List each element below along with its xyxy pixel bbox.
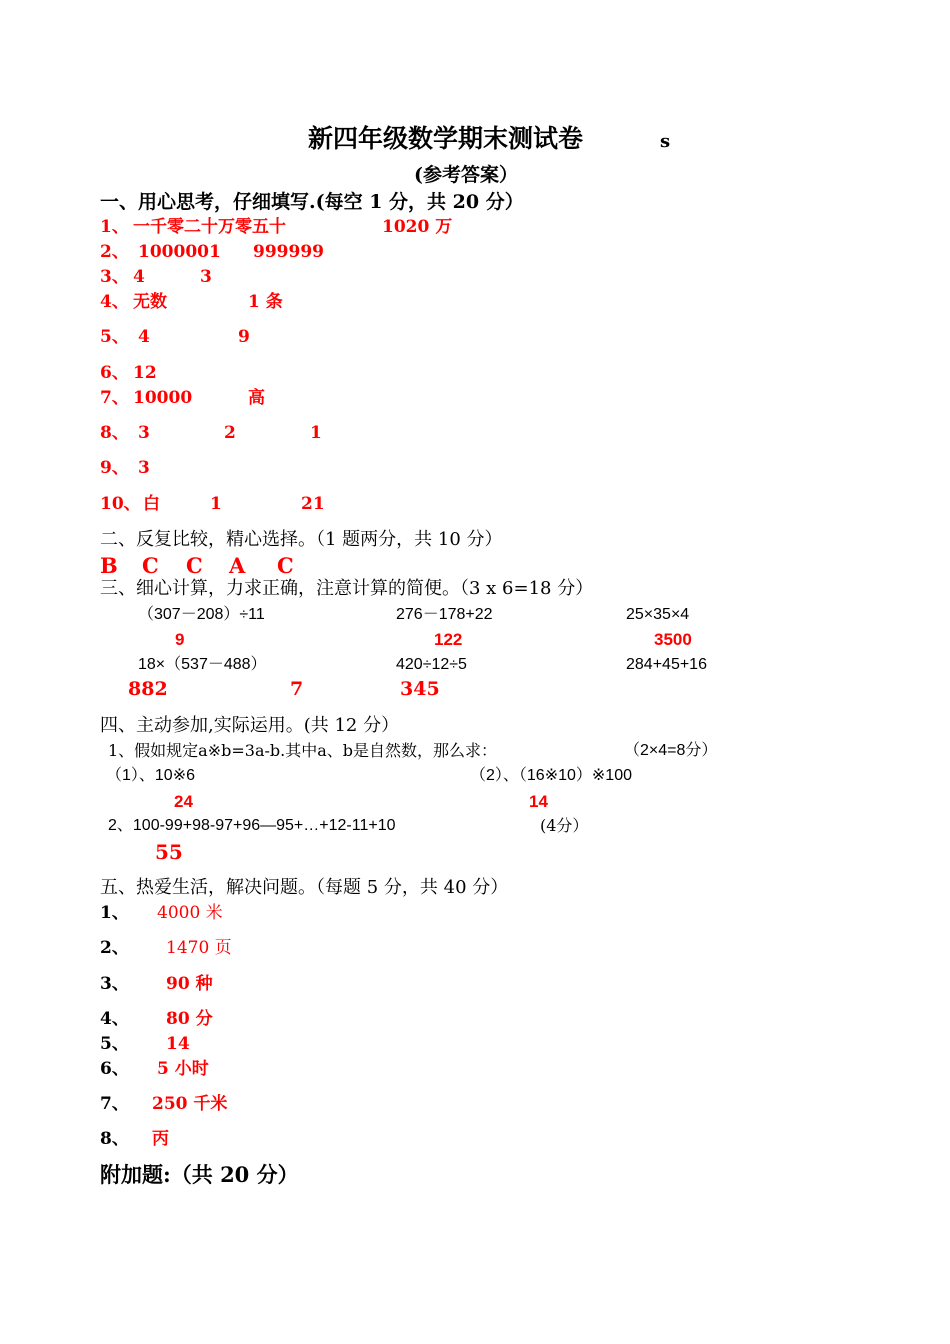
s1-answer: 3: [200, 267, 212, 287]
s1-answer: 3: [138, 458, 150, 478]
s5-item-number: 2、: [100, 938, 129, 958]
section-5-heading: 五、热爱生活，解决问题。（每题 5 分，共 40 分）: [100, 877, 509, 898]
section-4-heading: 四、主动参加,实际运用。(共 12 分）: [100, 715, 400, 736]
calc-problem: 25×35×4: [626, 606, 690, 623]
s5-item-number: 3、: [100, 974, 129, 994]
s1-answer: 一千零二十万零五十: [133, 217, 286, 237]
section-3-heading: 三、细心计算，力求正确，注意计算的简便。（3 x 6=18 分）: [100, 578, 594, 599]
calc-answer: 3500: [654, 630, 692, 649]
s1-answer: 1: [310, 423, 322, 443]
s5-answer: 丙: [152, 1129, 169, 1149]
s1-item-number: 1、: [100, 217, 129, 237]
s1-item-number: 6、: [100, 363, 129, 383]
title-suffix: s: [660, 131, 671, 152]
section-1-heading: 一、用心思考，仔细填写.(每空 1 分，共 20 分）: [100, 191, 524, 213]
calc-answer: 345: [400, 678, 440, 700]
s4-question-1-score: （2×4=8分）: [624, 742, 718, 759]
s5-item-number: 8、: [100, 1129, 129, 1149]
s4-q1-part: （2）、（16※10）※100: [470, 767, 633, 784]
s5-item-number: 7、: [100, 1094, 129, 1114]
page-subtitle: (参考答案）: [414, 164, 518, 186]
s4-q1-answer: 14: [529, 792, 548, 811]
s1-item-number: 2、: [100, 242, 129, 262]
s1-answer: 12: [133, 363, 157, 383]
s1-answer: 10000: [133, 388, 193, 408]
calc-problem: 284+45+16: [626, 656, 707, 673]
s1-answer: 1000001: [138, 242, 221, 262]
s1-answer: 3: [138, 423, 150, 443]
s1-answer: 白: [143, 494, 160, 514]
s4-question-1: 1、假如规定a※b=3a-b.其中a、b是自然数，那么求：: [108, 741, 498, 760]
calc-answer: 9: [175, 630, 185, 649]
s1-answer: 4: [138, 327, 150, 347]
calc-answer: 7: [290, 678, 304, 700]
s1-answer: 高: [248, 388, 265, 408]
calc-answer: 882: [128, 678, 168, 700]
s4-question-2: 2、100-99+98-97+96—95+…+12-11+10: [108, 817, 396, 834]
s1-answer: 2: [224, 423, 236, 443]
s1-answer: 21: [301, 494, 325, 514]
calc-problem: 18×（537－488）: [138, 656, 267, 673]
s1-item-number: 5、: [100, 327, 129, 347]
choice-answer: A: [229, 553, 246, 578]
s1-item-number: 3、: [100, 267, 129, 287]
choice-answer: C: [142, 553, 159, 578]
s1-answer: 无数: [133, 292, 167, 312]
section-2-heading: 二、反复比较，精心选择。（1 题两分，共 10 分）: [100, 529, 503, 550]
calc-problem: 420÷12÷5: [396, 656, 467, 673]
s5-item-number: 4、: [100, 1009, 129, 1029]
s1-item-number: 10、: [100, 494, 141, 514]
s5-answer: 250 千米: [152, 1094, 228, 1114]
calc-problem: （307－208）÷11: [138, 606, 265, 623]
s5-answer: 4000 米: [157, 903, 223, 923]
s1-answer: 1020 万: [382, 217, 453, 237]
s1-answer: 1 条: [248, 292, 283, 312]
s5-answer: 80 分: [166, 1009, 213, 1029]
s1-item-number: 9、: [100, 458, 129, 478]
s4-question-2-score: (4分）: [540, 816, 589, 835]
s1-answer: 9: [238, 327, 250, 347]
choice-answer: C: [277, 553, 294, 578]
s5-item-number: 5、: [100, 1034, 129, 1054]
s5-answer: 90 种: [166, 974, 213, 994]
s5-item-number: 1、: [100, 903, 129, 923]
s1-item-number: 7、: [100, 388, 129, 408]
s1-answer: 4: [133, 267, 145, 287]
s4-q1-part: （1）、10※6: [106, 767, 196, 784]
calc-problem: 276－178+22: [396, 606, 493, 623]
choice-answer: C: [186, 553, 203, 578]
s1-answer: 1: [210, 494, 222, 514]
calc-answer: 122: [434, 630, 463, 649]
s5-item-number: 6、: [100, 1059, 129, 1079]
s5-answer: 14: [166, 1034, 190, 1054]
s1-item-number: 4、: [100, 292, 129, 312]
s4-q1-answer: 24: [174, 792, 193, 811]
s1-item-number: 8、: [100, 423, 129, 443]
page-title: 新四年级数学期末测试卷: [308, 124, 584, 153]
s4-q2-answer: 55: [155, 840, 183, 864]
s1-answer: 999999: [253, 242, 324, 262]
extra-heading: 附加题:（共 20 分）: [100, 1162, 299, 1187]
s5-answer: 5 小时: [157, 1059, 209, 1079]
choice-answer: B: [100, 553, 118, 578]
s5-answer: 1470 页: [166, 938, 232, 958]
